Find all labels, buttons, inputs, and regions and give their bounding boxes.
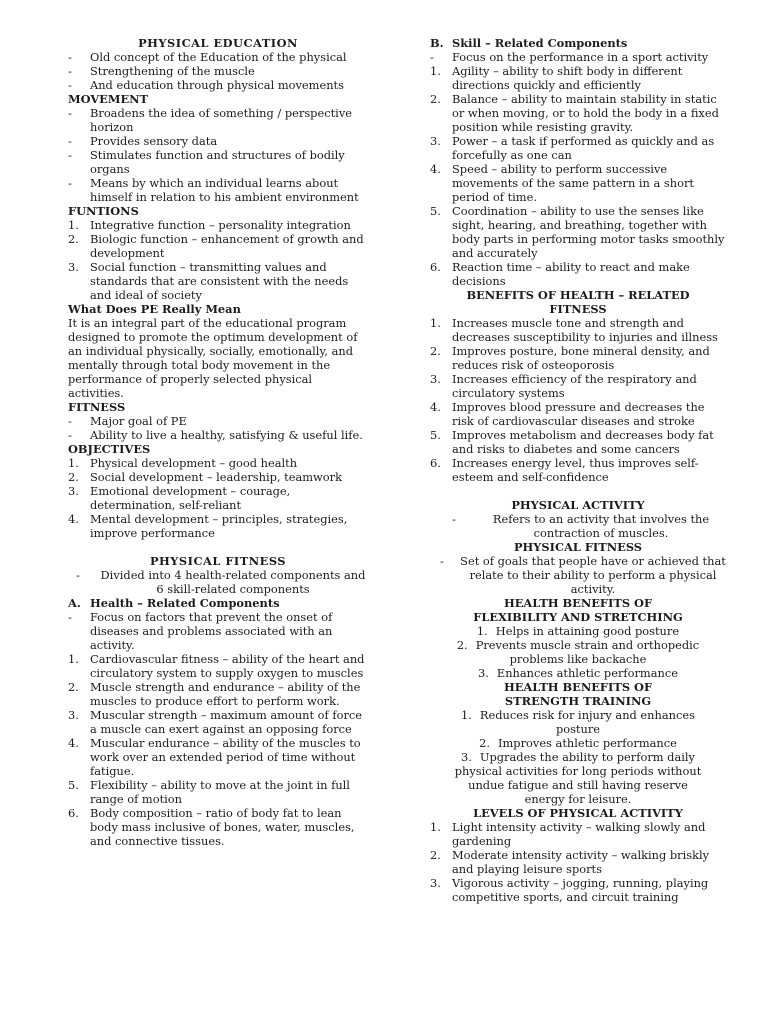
flexibility-list	[430, 624, 726, 680]
list-marker: 3.	[461, 750, 472, 764]
list-item	[430, 344, 726, 372]
list-item-text: Strengthening of the muscle	[90, 64, 255, 78]
list-marker: 6.	[430, 456, 441, 470]
list-item-text: Biologic function – enhancement of growth and development	[90, 232, 364, 260]
list-item	[68, 106, 368, 134]
list-item-text: Coordination – ability to use the senses like sight, hearing, and breathing, together with body parts in performing motor tasks smoothly and accurately	[452, 204, 725, 260]
skill-components-list	[430, 64, 726, 288]
health-components-list	[68, 652, 368, 848]
list-item	[68, 218, 368, 232]
list-item-text: Muscle strength and endurance – ability of the muscles to produce effort to perform work.	[90, 680, 361, 708]
list-marker: 3.	[68, 708, 79, 722]
list-marker: 4.	[430, 162, 441, 176]
levels-heading: LEVELS OF PHYSICAL ACTIVITY	[473, 806, 683, 820]
list-item	[68, 232, 368, 260]
list-item	[430, 848, 726, 876]
list-marker: 3.	[68, 260, 79, 274]
list-marker: 3.	[430, 134, 441, 148]
list-item-text: Prevents muscle strain and orthopedic problems like backache	[475, 638, 700, 666]
list-item	[68, 428, 368, 442]
benefits-list	[430, 316, 726, 484]
list-item	[68, 736, 368, 778]
health-components-heading: A. Health – Related Components	[68, 596, 280, 610]
list-item-text: And education through physical movements	[90, 78, 344, 92]
list-marker: 5.	[68, 778, 79, 792]
list-marker: 6.	[430, 260, 441, 274]
list-marker: -	[68, 106, 72, 120]
list-item	[68, 260, 368, 302]
physical-fitness-item: - Divided into 4 health-related components and 6 skill-related components	[76, 568, 366, 596]
list-item-text: Broadens the idea of something / perspective horizon	[90, 106, 352, 134]
list-marker: 3.	[430, 372, 441, 386]
list-marker: 1.	[68, 218, 79, 232]
list-item	[68, 680, 368, 708]
list-item	[68, 176, 368, 204]
list-item	[68, 652, 368, 680]
list-item	[68, 148, 368, 176]
list-marker: 3.	[430, 876, 441, 890]
objectives-list	[68, 456, 368, 540]
flexibility-heading: HEALTH BENEFITS OF FLEXIBILITY AND STRETCHING	[473, 596, 683, 624]
list-item-text: Physical development – good health	[90, 456, 298, 470]
list-marker: -	[68, 78, 72, 92]
list-item-text: Agility – ability to shift body in different directions quickly and efficiently	[452, 64, 683, 92]
list-marker: -	[68, 148, 72, 162]
list-marker: 2.	[456, 638, 468, 652]
physical-activity-heading: PHYSICAL ACTIVITY	[511, 498, 645, 512]
list-item	[68, 708, 368, 736]
list-item	[430, 736, 726, 750]
physical-fitness-item-2: - Set of goals that people have or achieved that relate to their ability to perform a physical activity.	[440, 554, 726, 596]
list-item-text: Improves athletic performance	[497, 736, 677, 750]
list-marker: 1.	[461, 708, 472, 722]
movement-heading: MOVEMENT	[68, 92, 149, 106]
list-item	[68, 50, 368, 64]
list-item-text: Increases muscle tone and strength and decreases susceptibility to injuries and illness	[452, 316, 718, 344]
list-marker: 2.	[68, 680, 79, 694]
pe-meaning-heading: What Does PE Really Mean	[68, 302, 241, 316]
right-column	[430, 36, 726, 904]
list-item-text: Old concept of the Education of the physical	[90, 50, 347, 64]
list-item-text: Upgrades the ability to perform daily physical activities for long periods without undue fatigue and still having reserve energy for leisure.	[454, 750, 702, 806]
list-marker: -	[68, 134, 72, 148]
list-item-text: Flexibility – ability to move at the joint in full range of motion	[90, 778, 350, 806]
list-item-text: Social development – leadership, teamwork	[90, 470, 343, 484]
list-item-text: Increases efficiency of the respiratory and circulatory systems	[452, 372, 697, 400]
list-item	[430, 92, 726, 134]
list-item	[68, 470, 368, 484]
list-marker: 3.	[68, 484, 79, 498]
skill-focus: - Focus on the performance in a sport activity	[430, 50, 709, 64]
list-item	[430, 666, 726, 680]
physical-fitness-heading-2: PHYSICAL FITNESS	[513, 540, 643, 554]
list-item-text: Social function – transmitting values and standards that are consistent with the needs and ideal of society	[90, 260, 349, 302]
list-item-text: Emotional development – courage, determination, self-reliant	[90, 484, 291, 512]
pe-list	[68, 50, 368, 92]
list-item	[430, 820, 726, 848]
physical-activity-item: - Refers to an activity that involves the contraction of muscles.	[452, 512, 710, 540]
list-item	[430, 162, 726, 204]
list-item-text: Moderate intensity activity – walking briskly and playing leisure sports	[452, 848, 710, 876]
list-marker: 3.	[478, 666, 489, 680]
list-marker: 1.	[68, 456, 79, 470]
list-item-text: Helps in attaining good posture	[495, 624, 680, 638]
list-item	[430, 134, 726, 162]
list-marker: 2.	[430, 92, 441, 106]
list-marker: -	[68, 428, 72, 442]
list-item	[430, 428, 726, 456]
list-item-text: Means by which an individual learns about himself in relation to his ambient environment	[90, 176, 359, 204]
list-marker: 1.	[430, 64, 441, 78]
list-item-text: Improves posture, bone mineral density, and reduces risk of osteoporosis	[452, 344, 710, 372]
list-item	[430, 204, 726, 260]
list-item	[68, 64, 368, 78]
list-item-text: Speed – ability to perform successive movements of the same pattern in a short period of time.	[452, 162, 694, 204]
list-item	[430, 456, 726, 484]
list-item	[68, 484, 368, 512]
strength-heading: HEALTH BENEFITS OF STRENGTH TRAINING	[503, 680, 653, 708]
list-item-text: Major goal of PE	[90, 414, 187, 428]
list-item-text: Stimulates function and structures of bodily organs	[90, 148, 345, 176]
list-item	[68, 778, 368, 806]
list-item-text: Mental development – principles, strategies, improve performance	[90, 512, 348, 540]
list-item-text: Improves metabolism and decreases body fat and risks to diabetes and some cancers	[452, 428, 714, 456]
list-marker: 1.	[430, 316, 441, 330]
list-item	[430, 400, 726, 428]
list-item	[430, 64, 726, 92]
list-item	[430, 316, 726, 344]
list-item-text: Provides sensory data	[90, 134, 218, 148]
list-item-text: Light intensity activity – walking slowly and gardening	[452, 820, 706, 848]
list-marker: 2.	[68, 232, 79, 246]
list-marker: 1.	[68, 652, 79, 666]
list-marker: -	[68, 64, 72, 78]
list-item-text: Reaction time – ability to react and make decisions	[452, 260, 690, 288]
fitness-list	[68, 414, 368, 442]
pe-heading: PHYSICAL EDUCATION	[138, 36, 298, 50]
movement-list	[68, 106, 368, 204]
list-item	[430, 876, 726, 904]
functions-heading: FUNTIONS	[68, 204, 139, 218]
list-item	[68, 806, 368, 848]
list-item-text: Muscular strength – maximum amount of force a muscle can exert against an opposing force	[90, 708, 363, 736]
list-marker: 4.	[430, 400, 441, 414]
fitness-heading: FITNESS	[68, 400, 126, 414]
list-marker: 1.	[430, 820, 441, 834]
list-item	[430, 708, 726, 736]
list-item-text: Improves blood pressure and decreases the risk of cardiovascular diseases and stroke	[452, 400, 705, 428]
list-marker: 5.	[430, 204, 441, 218]
objectives-heading: OBJECTIVES	[68, 442, 151, 456]
list-marker: 6.	[68, 806, 79, 820]
list-item-text: Power – a task if performed as quickly and as forcefully as one can	[452, 134, 715, 162]
list-item	[68, 414, 368, 428]
list-item	[430, 260, 726, 288]
list-item-text: Vigorous activity – jogging, running, playing competitive sports, and circuit training	[452, 876, 709, 904]
levels-list	[430, 820, 726, 904]
list-item-text: Cardiovascular fitness – ability of the heart and circulatory system to supply oxygen to muscles	[90, 652, 365, 680]
benefits-heading: BENEFITS OF HEALTH – RELATED FITNESS	[466, 288, 690, 316]
list-item-text: Ability to live a healthy, satisfying & useful life.	[90, 428, 363, 442]
list-item-text: Balance – ability to maintain stability in static or when moving, or to hold the body in a fixed position while resisting gravity.	[452, 92, 719, 134]
list-item-text: Integrative function – personality integration	[90, 218, 351, 232]
skill-components-heading: B. Skill – Related Components	[430, 36, 628, 50]
list-marker: 2.	[479, 736, 490, 750]
list-marker: 4.	[68, 512, 79, 526]
list-item-text: Reduces risk for injury and enhances posture	[479, 708, 695, 736]
list-item	[68, 134, 368, 148]
list-item-text: Muscular endurance – ability of the muscles to work over an extended period of time without fatigue.	[90, 736, 361, 778]
list-marker: 2.	[430, 344, 441, 358]
list-item	[68, 78, 368, 92]
list-item-text: Body composition – ratio of body fat to lean body mass inclusive of bones, water, muscles, and connective tissues.	[90, 806, 355, 848]
list-item	[68, 456, 368, 470]
functions-list	[68, 218, 368, 302]
pe-meaning-text: It is an integral part of the educational program designed to promote the optimum development of an individual physically, socially, emotionally, and mentally through total body movement in the performance of properly selected physical activities.	[68, 316, 358, 400]
list-item	[430, 372, 726, 400]
list-marker: 4.	[68, 736, 79, 750]
left-column	[68, 36, 368, 848]
list-marker: -	[68, 414, 72, 428]
list-marker: -	[68, 50, 72, 64]
list-marker: 1.	[476, 624, 488, 638]
strength-list	[430, 708, 726, 806]
list-marker: 5.	[430, 428, 441, 442]
list-item-text: Enhances athletic performance	[496, 666, 678, 680]
list-marker: 2.	[68, 470, 79, 484]
physical-fitness-heading: PHYSICAL FITNESS	[149, 554, 287, 568]
list-item	[430, 624, 726, 638]
list-item-text: Increases energy level, thus improves self-esteem and self-confidence	[452, 456, 699, 484]
list-item	[430, 638, 726, 666]
list-item	[68, 512, 368, 540]
health-focus: - Focus on factors that prevent the onset of diseases and problems associated with an activity.	[68, 610, 333, 652]
list-item	[430, 750, 726, 806]
list-marker: 2.	[430, 848, 441, 862]
list-marker: -	[68, 176, 72, 190]
